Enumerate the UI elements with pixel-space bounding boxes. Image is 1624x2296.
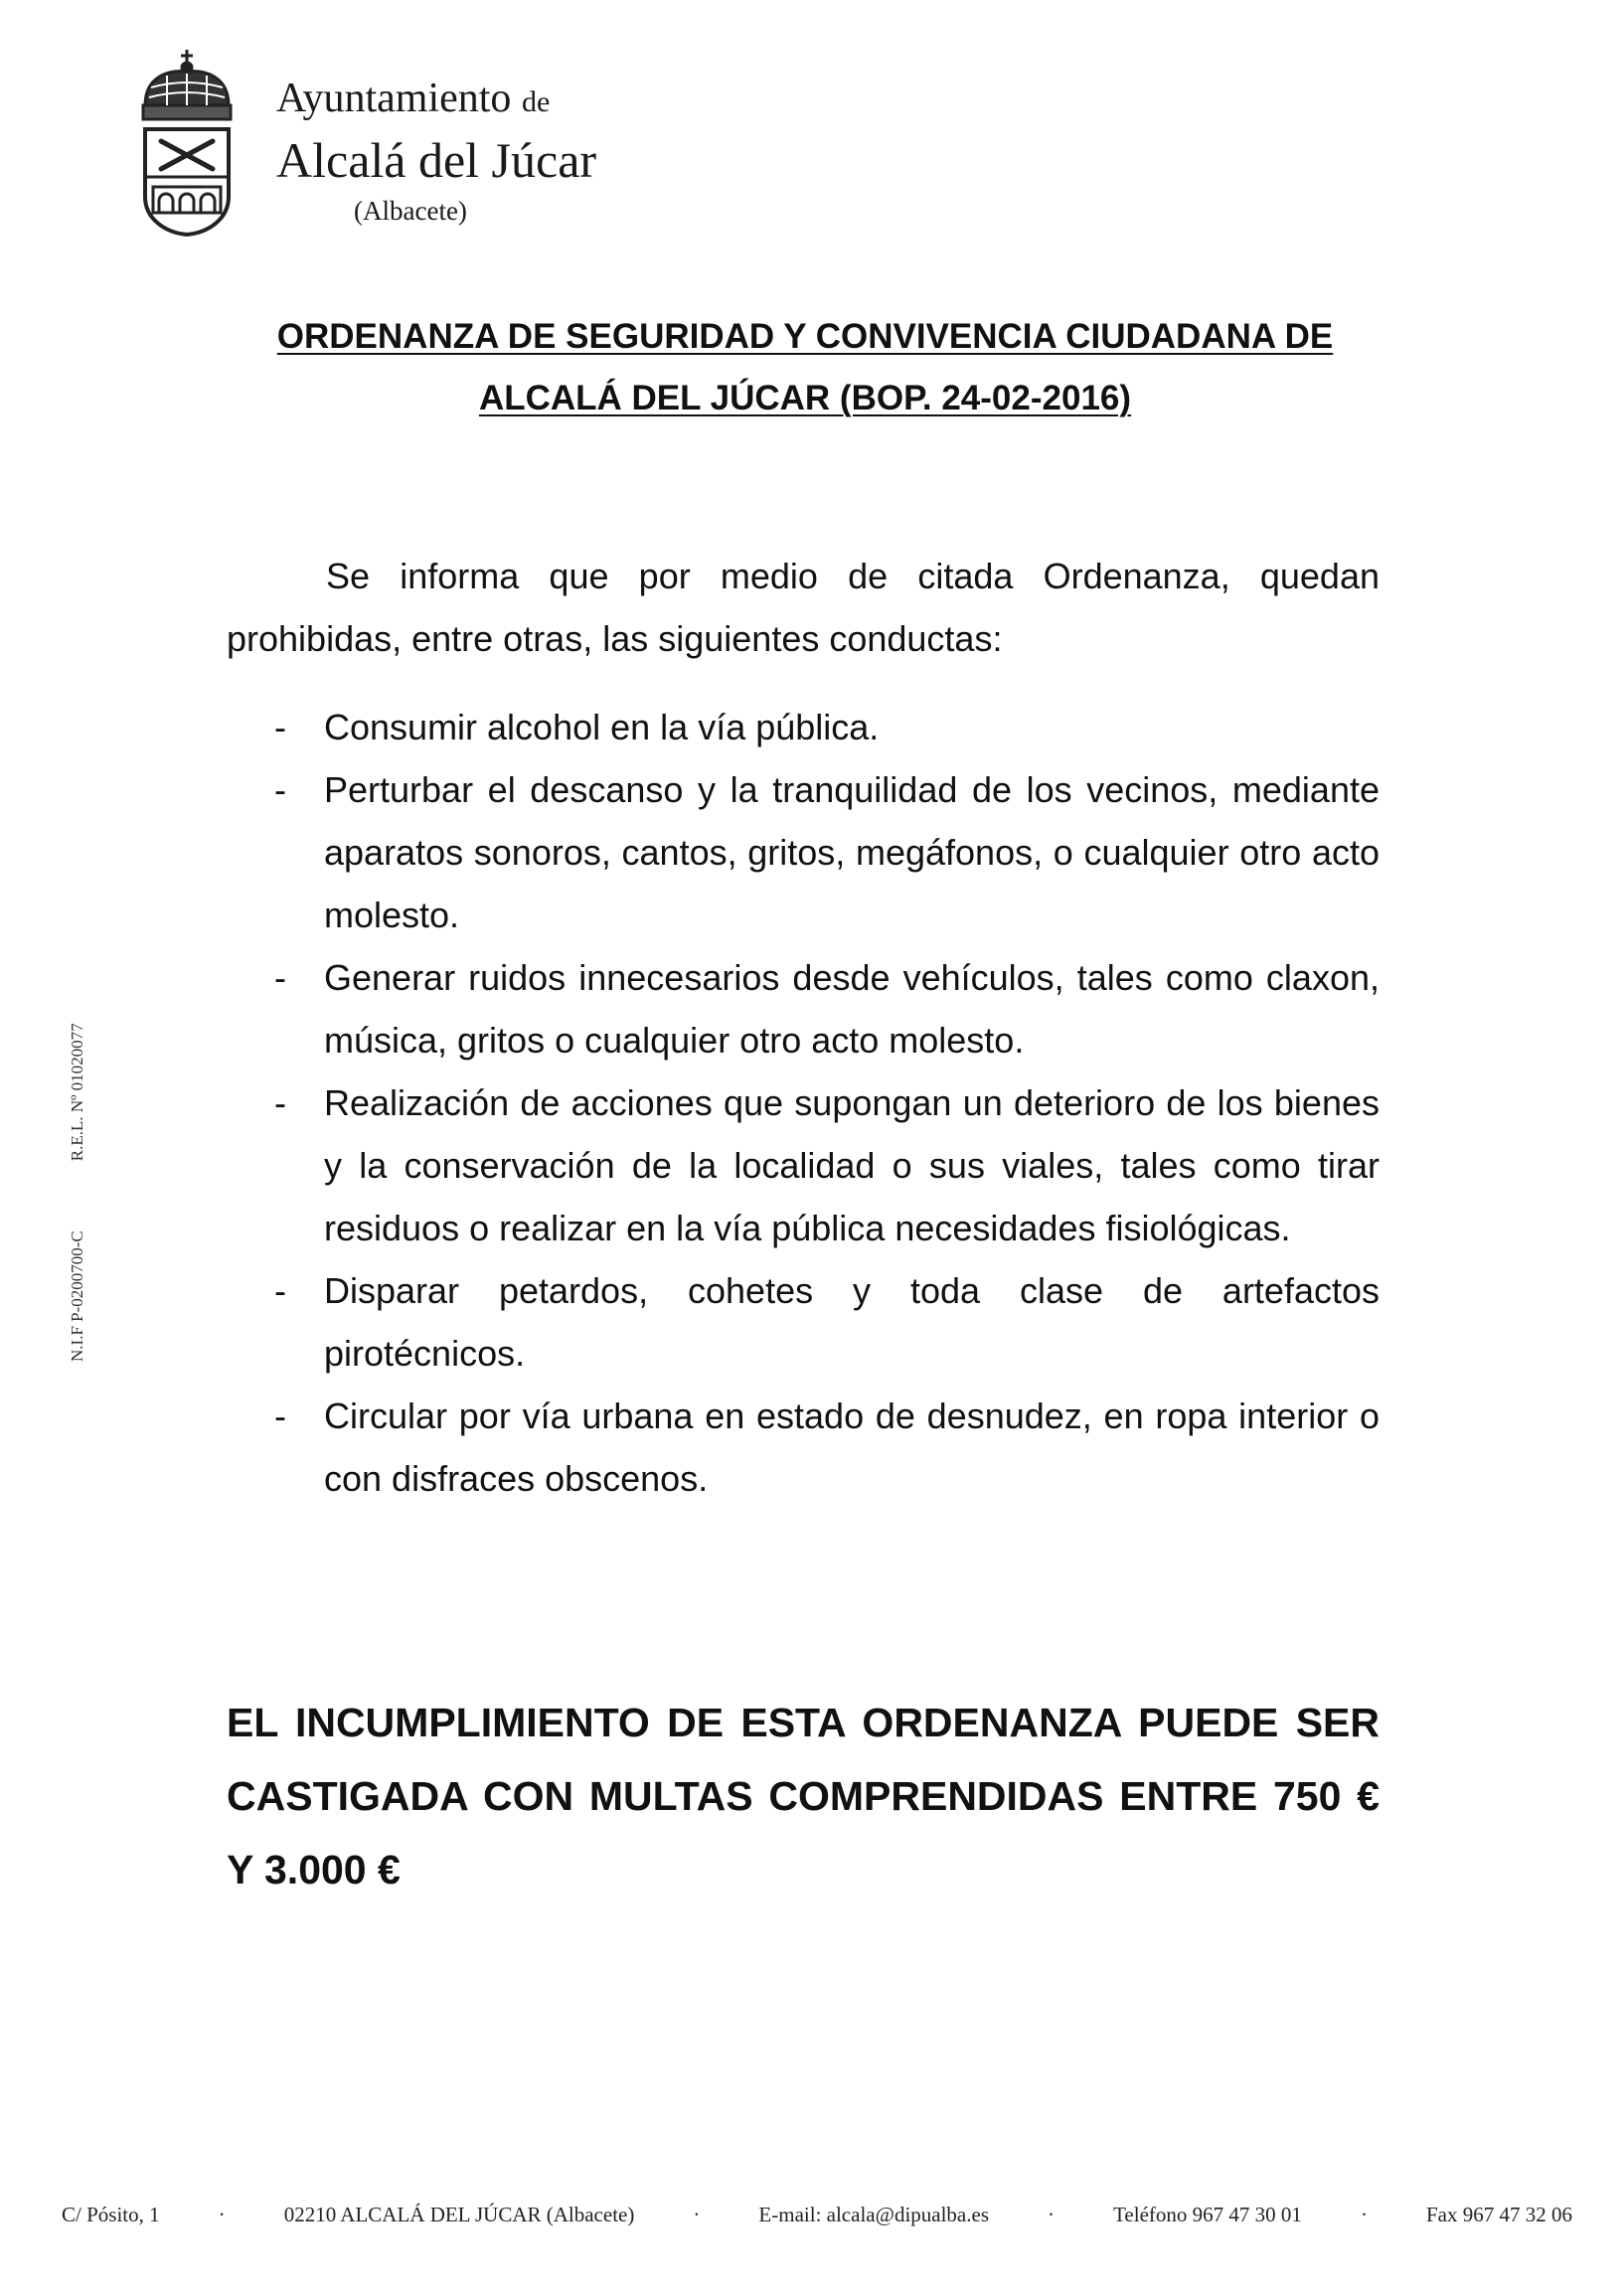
footer xyxy=(62,2203,1572,2227)
list-item xyxy=(227,1385,1380,1510)
intro-paragraph: Se informa que por medio de citada Ordenanza, quedan prohibidas, entre otras, las siguientes conductas: xyxy=(227,556,1380,659)
footer-phone: Teléfono 967 47 30 01 xyxy=(1113,2203,1302,2226)
rel-number: R.E.L. Nº 01020077 xyxy=(68,1023,86,1162)
list-dash: - xyxy=(274,1395,286,1436)
footer-separator: · xyxy=(218,2203,226,2226)
list-item-text: Realización de acciones que supongan un deterioro de los bienes y la conservación de la localidad o sus viales, tales como tirar residuos o realizar en la vía pública necesidades fisiológicas. xyxy=(324,1082,1380,1248)
footer-separator: · xyxy=(1360,2203,1368,2226)
municipality-name xyxy=(276,72,596,231)
list-dash: - xyxy=(274,1082,286,1123)
list-dash: - xyxy=(274,957,286,998)
document-title xyxy=(189,306,1421,429)
list-item xyxy=(227,1259,1380,1385)
list-item xyxy=(227,1071,1380,1259)
footer-fax: Fax 967 47 32 06 xyxy=(1425,2203,1572,2226)
prohibited-conducts-list xyxy=(227,696,1380,1510)
org-line-province: (Albacete) xyxy=(354,196,467,226)
footer-separator: · xyxy=(693,2203,701,2226)
footer-separator: · xyxy=(1048,2203,1056,2226)
list-item xyxy=(227,696,1380,758)
footer-city: 02210 ALCALÁ DEL JÚCAR (Albacete) xyxy=(283,2203,635,2226)
list-item-text: Circular por vía urbana en estado de desnudez, en ropa interior o con disfraces obscenos. xyxy=(324,1395,1380,1499)
nif-number: N.I.F P-0200700-C xyxy=(68,1230,86,1362)
list-dash: - xyxy=(274,707,286,747)
side-registry xyxy=(48,924,87,1362)
org-ayuntamiento: Ayuntamiento xyxy=(276,76,512,121)
title-line-2: ALCALÁ DEL JÚCAR (BOP. 24-02-2016) xyxy=(478,379,1132,417)
list-item-text: Consumir alcohol en la vía pública. xyxy=(324,707,880,747)
list-item-text: Perturbar el descanso y la tranquilidad de los vecinos, mediante aparatos sonoros, cantos, gritos, megáfonos, o cualquier otro acto molesto. xyxy=(324,769,1380,935)
title-line-1: ORDENANZA DE SEGURIDAD Y CONVIVENCIA CIUDADANA DE xyxy=(276,317,1334,356)
footer-email: E-mail: alcala@dipualba.es xyxy=(758,2203,989,2226)
list-item-text: Disparar petardos, cohetes y toda clase de artefactos pirotécnicos. xyxy=(324,1270,1380,1374)
list-item xyxy=(227,946,1380,1071)
list-item-text: Generar ruidos innecesarios desde vehículos, tales como claxon, música, gritos o cualquier otro acto molesto. xyxy=(324,957,1380,1061)
org-line-town: Alcalá del Júcar xyxy=(276,132,597,188)
list-dash: - xyxy=(274,769,286,810)
coat-of-arms-icon xyxy=(137,48,237,237)
org-de: de xyxy=(521,85,551,118)
org-line-ayuntamiento xyxy=(276,72,596,129)
side-registry-text xyxy=(68,924,87,1362)
footer-address: C/ Pósito, 1 xyxy=(62,2203,160,2226)
penalty-warning: EL INCUMPLIMIENTO DE ESTA ORDENANZA PUEDE SER CASTIGADA CON MULTAS COMPRENDIDAS ENTRE 750 € Y 3.000 € xyxy=(227,1700,1380,1892)
letterhead xyxy=(137,48,597,237)
list-dash: - xyxy=(274,1270,286,1311)
list-item xyxy=(227,758,1380,946)
